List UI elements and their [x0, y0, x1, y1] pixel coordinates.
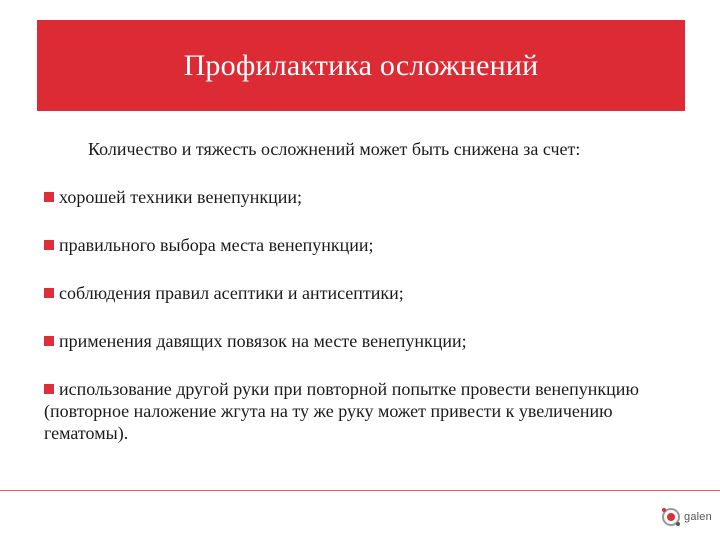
list-item-text: использование другой руки при повторной попытке провести венепункцию (повторное наложение жгута на ту же руку может привести к увеличению гематомы). [44, 379, 639, 443]
bullet-list [44, 186, 684, 470]
title-banner [37, 20, 685, 111]
slide-title: Профилактика осложнений [183, 48, 539, 82]
list-item-text: хорошей техники венепункции; [59, 187, 302, 207]
square-bullet-icon [44, 384, 54, 394]
list-item-text: соблюдения правил асептики и антисептики; [59, 283, 404, 303]
logo-text: galen [684, 511, 712, 523]
list-item [44, 330, 684, 352]
footer-divider [0, 490, 720, 491]
list-item [44, 282, 684, 304]
list-item-text: правильного выбора места венепункции; [59, 235, 374, 255]
list-item-text: применения давящих повязок на месте венепункции; [59, 331, 467, 351]
list-item [44, 234, 684, 256]
galen-logo [660, 506, 712, 528]
square-bullet-icon [44, 336, 54, 346]
galen-logo-icon [660, 506, 682, 528]
list-item [44, 378, 684, 444]
square-bullet-icon [44, 288, 54, 298]
list-item [44, 186, 684, 208]
square-bullet-icon [44, 240, 54, 250]
square-bullet-icon [44, 192, 54, 202]
intro-text: Количество и тяжесть осложнений может быть снижена за счет: [88, 139, 581, 159]
